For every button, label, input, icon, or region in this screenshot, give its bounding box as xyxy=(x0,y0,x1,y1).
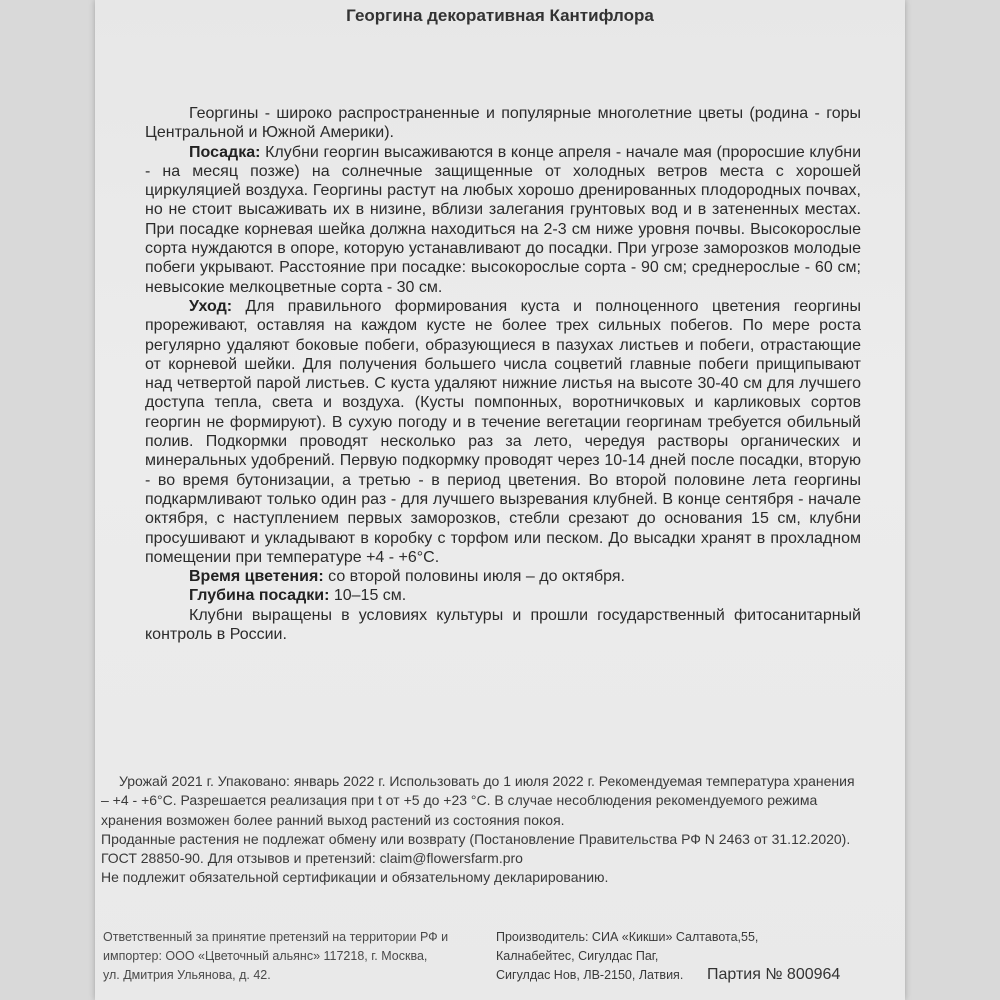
batch-number: Партия № 800964 xyxy=(707,966,841,983)
manufacturer-line-2: Калнабейтес, Сигулдас Паг, xyxy=(496,949,659,963)
responsible-party xyxy=(103,928,488,985)
manufacturer-line-3: Сигулдас Нов, ЛВ-2150, Латвия. xyxy=(496,968,684,982)
care-label: Уход: xyxy=(189,297,233,315)
certification-paragraph: Клубни выращены в условиях культуры и прошли государственный фитосанитарный контроль в России. xyxy=(145,606,861,644)
care-paragraph xyxy=(145,297,861,567)
care-text: Для правильного формирования куста и полноценного цветения георгины прореживают, оставляя на каждом кусте не более трех сильных побегов. По мере роста регулярно удаляют боковые побеги, образующиеся в пазухах листьев и побеги, отрастающие от корневой шейки. Для получения большего числа соцветий главные побеги прищипывают над четвертой парой листьев. С куста удаляют нижние листья на высоте 30-40 см для лучшего доступа тепла, света и воздуха. (Кусты помпонных, воротничковых и карликовых сортов георгин не формируют). В сухую погоду и в течение вегетации георгинам требуется обильный полив. Подкормки проводят несколько раз за лето, чередуя растворы органических и минеральных удобрений. Первую подкормку проводят через 10-14 дней после посадки, вторую - во время бутонизации, а третью - в период цветения. Во второй половине лета георгины подкармливают только один раз - для лучшего вызревания клубней. В конце сентября - начале октября, с наступлением первых заморозков, стебли срезают до основания 15 см, клубни просушивают и укладывают в коробку с торфом или песком. До высадки хранят в прохладном помещении при температуре +4 - +6°С. xyxy=(145,297,861,566)
planting-text: Клубни георгин высаживаются в конце апреля - начале мая (проросшие клубни - на месяц позже) на солнечные защищенные от холодных ветров места с хорошей циркуляцией воздуха. Георгины растут на любых хорошо дренированных плодородных почвах, но не стоит высаживать их в низине, вблизи залегания грунтовых вод и в затененных местах. При посадке корневая шейка должна находиться на 2-3 см ниже уровня почвы. Высокорослые сорта нуждаются в опоре, которую устанавливают до посадки. При угрозе заморозков молодые побеги укрывают. Расстояние при посадке: высокорослые сорта - 90 см; среднерослые - 60 см; невысокие мелкоцветные сорта - 30 см. xyxy=(145,143,861,296)
returns-text: Проданные растения не подлежат обмену или возврату (Постановление Правительства РФ N 2463 от 31.12.2020). ГОСТ 28850-90. Для отзывов и претензий: claim@flowersfarm.pro xyxy=(101,830,851,867)
storage-block xyxy=(101,772,861,888)
depth-paragraph xyxy=(145,586,861,605)
no-certification-text: Не подлежит обязательной сертификации и обязательному декларированию. xyxy=(101,869,609,886)
responsible-line-2: импортер: ООО «Цветочный альянс» 117218, г. Москва, xyxy=(103,949,428,963)
page-title: Георгина декоративная Кантифлора xyxy=(346,6,654,25)
planting-paragraph xyxy=(145,143,861,297)
responsible-line-1: Ответственный за принятие претензий на территории РФ и xyxy=(103,930,449,944)
planting-label: Посадка: xyxy=(189,143,261,161)
manufacturer-line-1: Производитель: СИА «Кикши» Салтавота,55, xyxy=(496,930,759,944)
intro-paragraph: Георгины - широко распространенные и популярные многолетние цветы (родина - горы Центральной и Южной Америки). xyxy=(145,105,861,142)
storage-text: Урожай 2021 г. Упаковано: январь 2022 г. Использовать до 1 июля 2022 г. Рекомендуемая температура хранения – +4 - +6°С. Разрешается реализация при t от +5 до +23 °С. В случае несоблюдения рекомендуемого режима хранения возможен более ранний выход растений из состояния покоя. xyxy=(101,773,855,828)
depth-text: 10–15 см. xyxy=(329,587,407,605)
label-sheet xyxy=(95,0,905,1000)
bloom-label: Время цветения: xyxy=(189,568,324,586)
bloom-paragraph xyxy=(145,567,861,586)
bloom-text: со второй половины июля – до октября. xyxy=(323,568,625,586)
depth-label: Глубина посадки: xyxy=(189,587,330,605)
responsible-line-3: ул. Дмитрия Ульянова, д. 42. xyxy=(103,968,271,982)
description-block xyxy=(145,104,861,644)
